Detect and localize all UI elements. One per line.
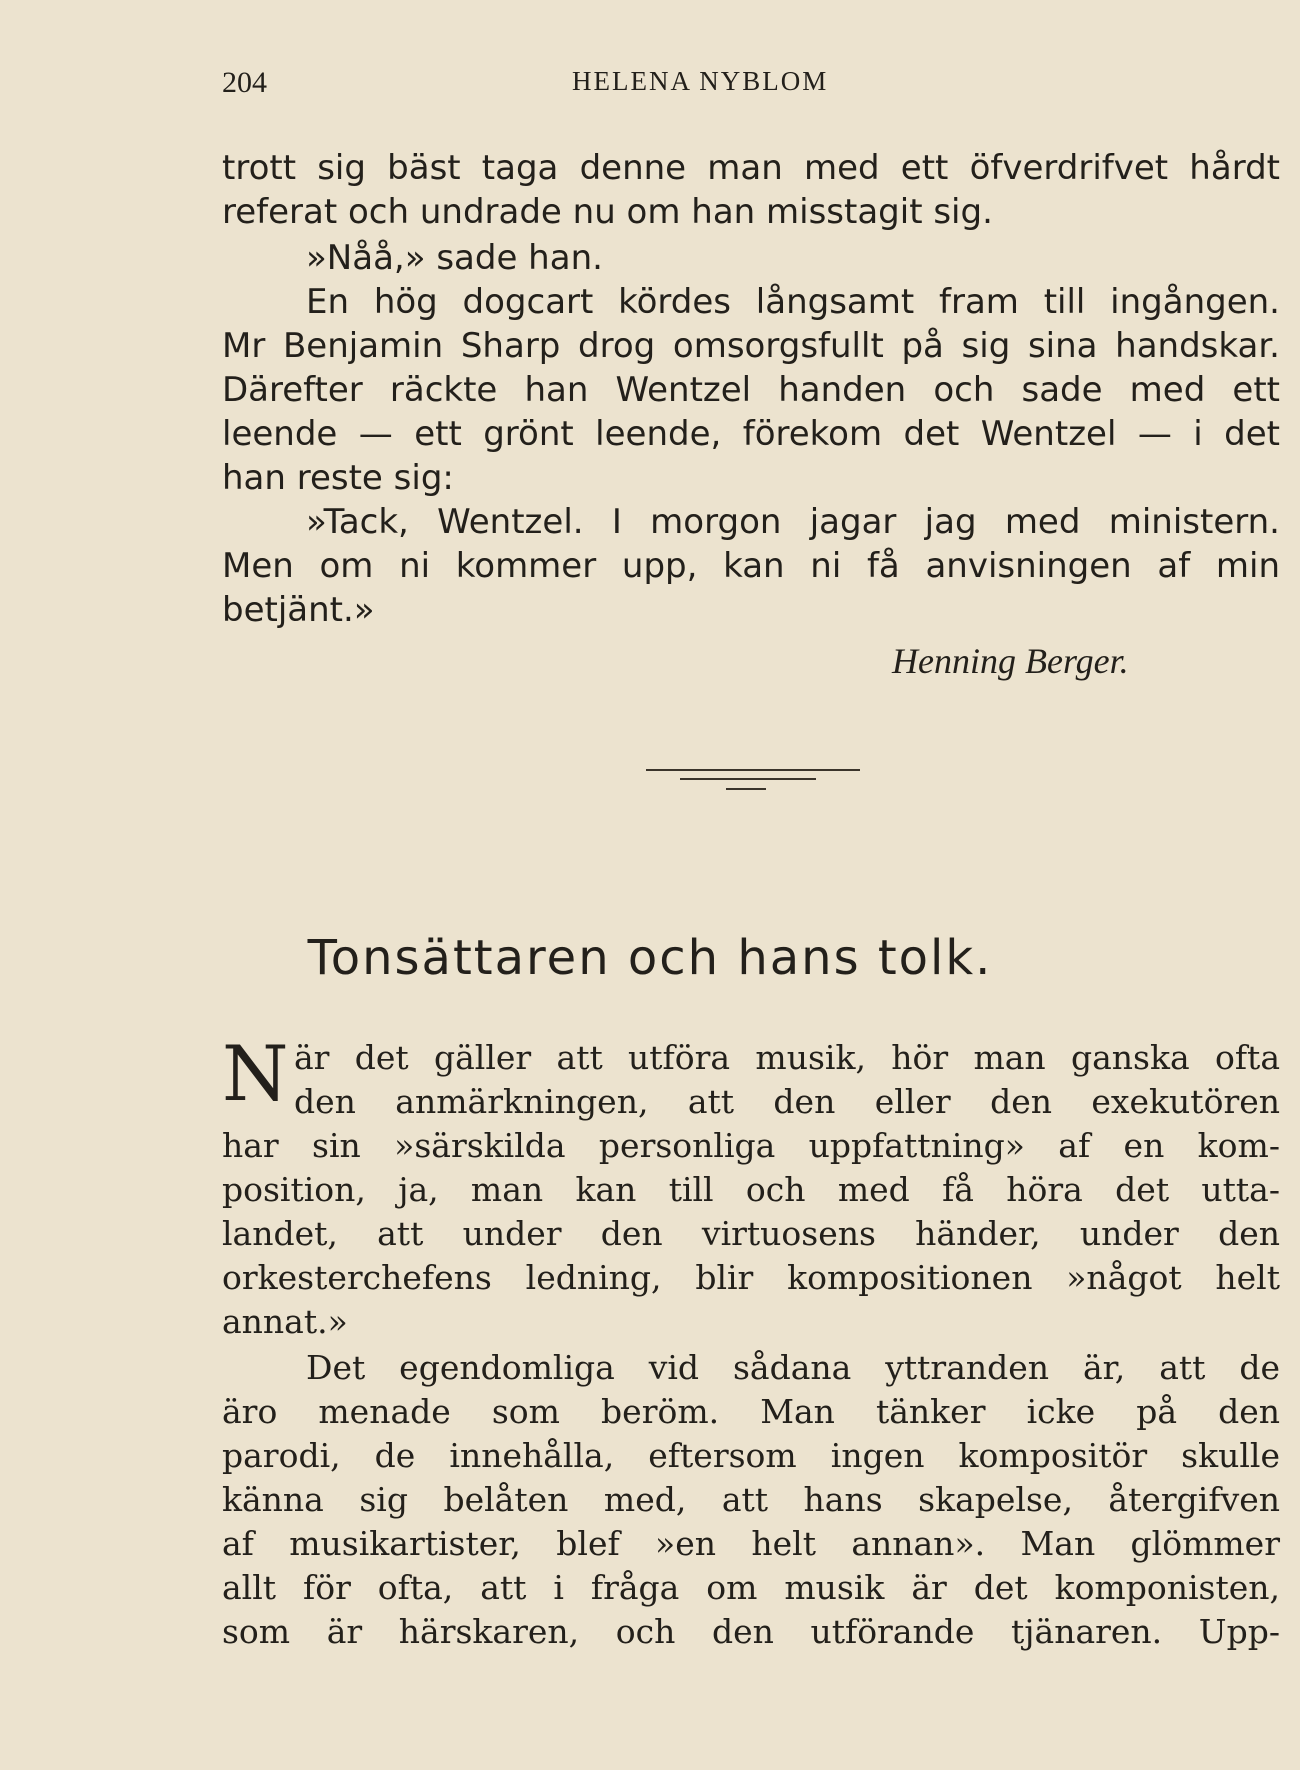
- section-divider-top: [646, 769, 860, 771]
- body-line: är det gäller att utföra musik, hör man ganska ofta: [294, 1038, 1280, 1077]
- story-line: Mr Benjamin Sharp drog omsorgsfullt på sig sina handskar.: [222, 326, 1280, 366]
- page-number: 204: [222, 66, 267, 99]
- section-divider-middle: [680, 778, 816, 780]
- body-line: af musikartister, blef »en helt annan». Man glömmer: [222, 1524, 1280, 1563]
- drop-cap: N: [222, 1029, 289, 1118]
- body-line: annat.»: [222, 1302, 348, 1341]
- body-line: parodi, de innehålla, eftersom ingen kompositör skulle: [222, 1436, 1280, 1475]
- story-line: En hög dogcart kördes långsamt fram till ingången.: [306, 282, 1280, 322]
- section-divider-bottom: [726, 788, 766, 790]
- story-line: han reste sig:: [222, 458, 454, 498]
- story-line: »Tack, Wentzel. I morgon jagar jag med ministern.: [306, 502, 1280, 542]
- body-line: känna sig belåten med, att hans skapelse, återgifven: [222, 1480, 1280, 1519]
- story-line: Men om ni kommer upp, kan ni få anvisningen af min: [222, 546, 1280, 586]
- body-line: allt för ofta, att i fråga om musik är det komponisten,: [222, 1568, 1280, 1607]
- article-title: Tonsättaren och hans tolk.: [307, 930, 993, 986]
- body-line: Det egendomliga vid sådana yttranden är, att de: [306, 1348, 1280, 1387]
- body-line: orkesterchefens ledning, blir kompositionen »något helt: [222, 1258, 1280, 1297]
- body-line: position, ja, man kan till och med få höra det utta-: [222, 1170, 1280, 1209]
- story-line: referat och undrade nu om han misstagit sig.: [222, 192, 993, 232]
- body-line: som är härskaren, och den utförande tjänaren. Upp-: [222, 1612, 1280, 1651]
- body-line: har sin »särskilda personliga uppfattning» af en kom-: [222, 1126, 1280, 1165]
- story-line: leende — ett grönt leende, förekom det Wentzel — i det: [222, 414, 1280, 454]
- story-line: betjänt.»: [222, 590, 375, 630]
- author-signature: Henning Berger.: [892, 641, 1129, 681]
- page-header: [222, 66, 1282, 106]
- story-line: »Nåå,» sade han.: [306, 238, 603, 278]
- body-line: landet, att under den virtuosens händer, under den: [222, 1214, 1280, 1253]
- story-line: trott sig bäst taga denne man med ett öfverdrifvet hårdt: [222, 148, 1280, 188]
- body-line: den anmärkningen, att den eller den exekutören: [294, 1082, 1280, 1121]
- story-line: Därefter räckte han Wentzel handen och sade med ett: [222, 370, 1280, 410]
- body-line: äro menade som beröm. Man tänker icke på den: [222, 1392, 1280, 1431]
- running-head: HELENA NYBLOM: [572, 66, 829, 96]
